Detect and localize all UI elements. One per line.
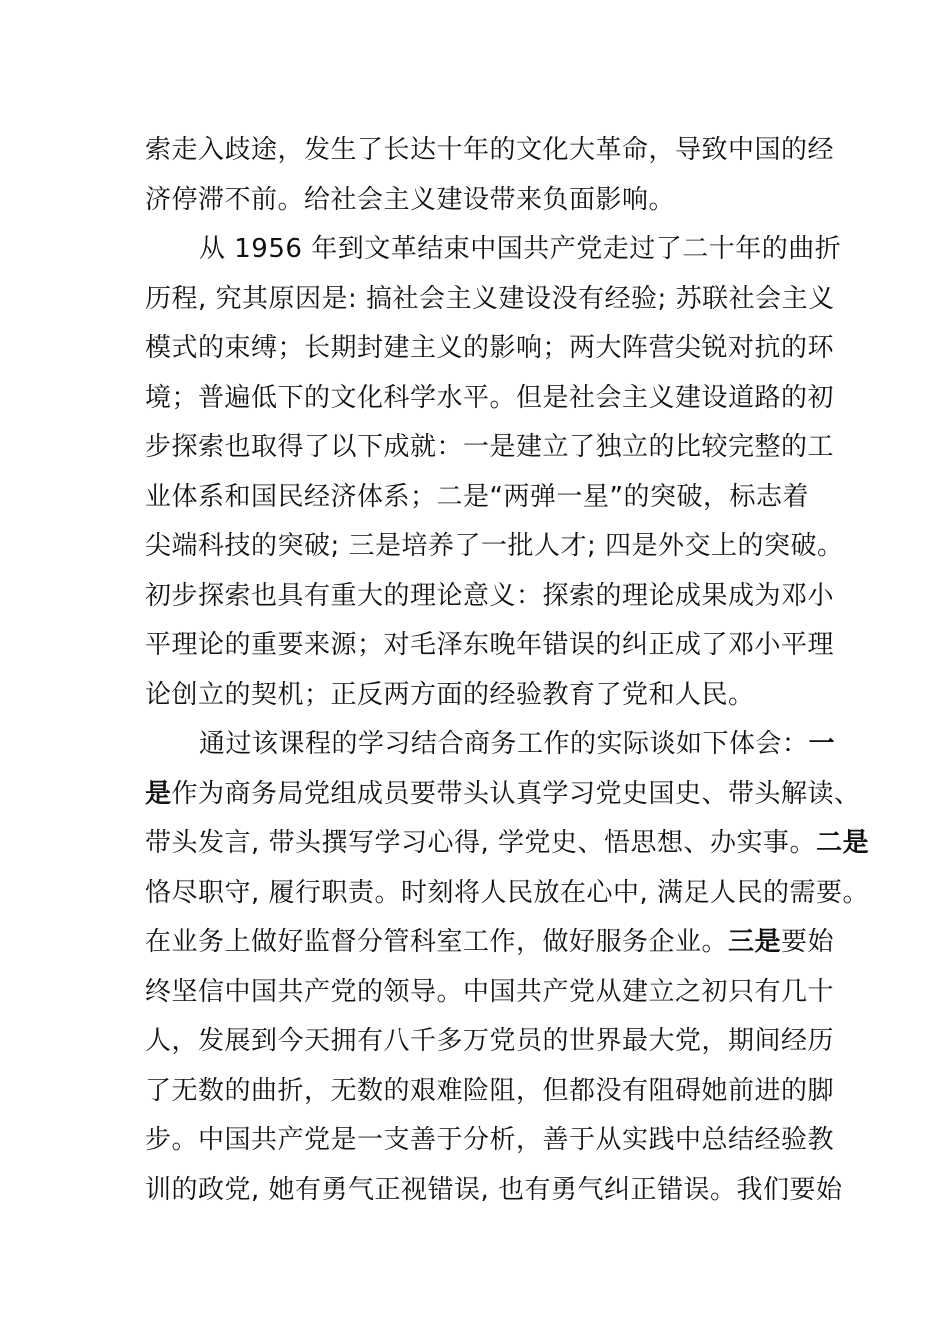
text-line: [145, 1017, 835, 1067]
text-segment: 了无数的曲折，无数的艰难险阻，但都没有阻碍她前进的脚: [145, 1075, 835, 1106]
text-line: [145, 225, 842, 275]
text-line: [145, 1067, 835, 1117]
bold-text-segment: 二是: [816, 828, 870, 858]
text-line: [145, 1166, 843, 1216]
text-line: [145, 918, 835, 968]
text-segment: 带头发言, 带头撰写学习心得, 学党史、悟思想、办实事。: [145, 828, 817, 858]
text-line: [145, 720, 836, 770]
text-segment: 人，发展到今天拥有八千多万党员的世界最大党，期间经历: [145, 1026, 835, 1056]
text-segment: 平理论的重要来源；对毛泽东晚年错误的纠正成了邓小平理: [145, 630, 835, 660]
text-segment: 恪尽职守, 履行职责。时刻将人民放在心中, 满足人民的需要。: [145, 877, 870, 908]
text-segment: 通过该课程的学习结合商务工作的实际谈如下体会：: [199, 729, 809, 759]
text-segment: 论创立的契机；正反两方面的经验教育了党和人民。: [145, 679, 755, 710]
text-segment: 济停滞不前。给社会主义建设带来负面影响。: [145, 184, 676, 215]
text-segment: 作为商务局党组成员要带头认真学习党史国史、带头解读、: [171, 778, 861, 809]
text-line: [145, 522, 844, 572]
text-line: [145, 621, 835, 671]
text-line: [145, 770, 861, 820]
text-line: [145, 324, 835, 374]
text-line: [145, 968, 835, 1018]
text-line: [145, 1116, 835, 1166]
text-segment: 要始: [781, 927, 835, 957]
text-line: [145, 374, 835, 424]
text-segment: 步。中国共产党是一支善于分析，善于从实践中总结经验教: [145, 1125, 835, 1155]
bold-text-segment: 是: [145, 778, 172, 809]
text-line: [145, 671, 825, 721]
text-segment: 终坚信中国共产党的领导。中国共产党从建立之初只有几十: [145, 976, 835, 1007]
bold-text-segment: 一: [808, 729, 836, 759]
text-segment: 尖端科技的突破; 三是培养了一批人才; 四是外交上的突破。: [145, 531, 844, 561]
text-segment: 索走入歧途，发生了长达十年的文化大革命，导致中国的经: [145, 135, 835, 165]
text-line: [145, 473, 825, 523]
bold-text-segment: 三是: [728, 927, 782, 957]
text-segment: 历程, 究其原因是: 搞社会主义建设没有经验; 苏联社会主义: [145, 283, 835, 314]
text-segment: 业体系和国民经济体系；二是“两弹一星”的突破，标志着: [145, 481, 809, 512]
text-line: [145, 176, 825, 226]
text-segment: 步探索也取得了以下成就：一是建立了独立的比较完整的工: [145, 432, 835, 462]
text-line: [145, 869, 870, 919]
text-line: [145, 126, 835, 176]
text-segment: 境；普遍低下的文化科学水平。但是社会主义建设道路的初: [145, 382, 835, 413]
text-segment: 初步探索也具有重大的理论意义：探索的理论成果成为邓小: [145, 580, 835, 611]
document-body: [145, 126, 870, 1215]
text-line: [145, 819, 870, 869]
text-segment: 从 1956 年到文革结束中国共产党走过了二十年的曲折: [199, 234, 842, 264]
text-segment: 模式的束缚；长期封建主义的影响；两大阵营尖锐对抗的环: [145, 333, 835, 363]
text-line: [145, 423, 835, 473]
text-segment: 在业务上做好监督分管科室工作，做好服务企业。: [145, 927, 729, 957]
text-line: [145, 572, 835, 622]
text-segment: 训的政党, 她有勇气正视错误, 也有勇气纠正错误。我们要始: [145, 1174, 843, 1205]
text-line: [145, 275, 835, 325]
